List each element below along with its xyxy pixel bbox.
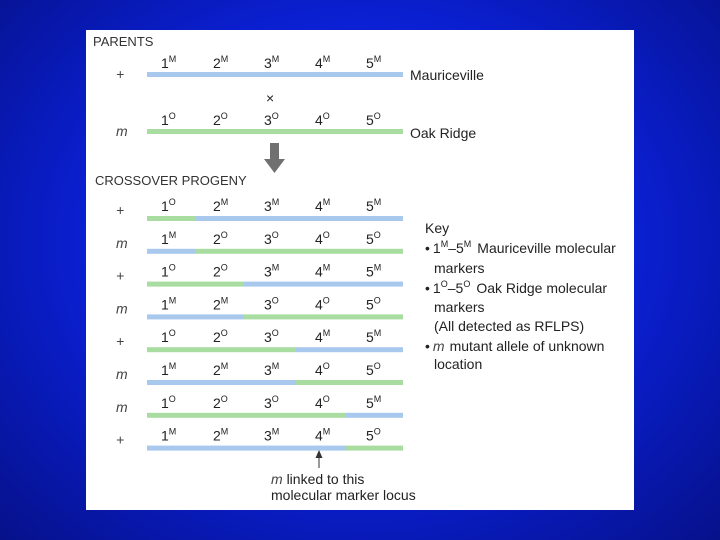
progeny-2-marker-2: $2^O$ <box>213 229 228 247</box>
progeny-header: CROSSOVER PROGENY <box>95 173 247 188</box>
mauriceville-segment <box>147 249 196 254</box>
progeny-8-marker-5: $5^O$ <box>366 426 381 444</box>
progeny-8-marker-3: $3^M$ <box>264 426 280 444</box>
progeny-3-marker-2: $2^O$ <box>213 262 228 280</box>
mauriceville-segment <box>147 314 244 319</box>
parent-1-marker-3: $3^M$ <box>264 54 280 71</box>
mauriceville-label: Mauriceville <box>410 67 484 83</box>
progeny-symbol: m <box>116 366 128 382</box>
progeny-1-marker-4: $4^M$ <box>315 197 331 214</box>
oak-ridge-segment <box>346 446 403 451</box>
progeny-7-marker-1: $1^O$ <box>161 393 176 411</box>
key-item-oak-ridge: • $1^O-5^O$ Oak Ridge molecular <box>425 279 608 296</box>
progeny-4-marker-3: $3^O$ <box>264 295 279 313</box>
progeny-3-marker-5: $5^M$ <box>366 262 382 280</box>
progeny-rows <box>116 197 403 451</box>
diagram-panel <box>86 30 634 510</box>
oak-ridge-segment <box>244 314 403 319</box>
parent-2-symbol: m <box>116 123 128 139</box>
key-item-mutant-cont: location <box>434 356 483 372</box>
progeny-symbol: m <box>116 234 128 251</box>
progeny-2-marker-1: $1^M$ <box>161 229 177 247</box>
mauriceville-segment <box>147 446 346 451</box>
progeny-row-6 <box>116 361 403 385</box>
progeny-4-marker-1: $1^M$ <box>161 295 177 313</box>
progeny-7-marker-3: $3^O$ <box>264 393 279 411</box>
progeny-7-marker-4: $4^O$ <box>315 393 330 411</box>
parent-1-marker-1: $1^M$ <box>161 54 177 71</box>
progeny-1-marker-1: $1^O$ <box>161 197 176 214</box>
progeny-symbol: m <box>116 300 128 317</box>
progeny-4-marker-5: $5^O$ <box>366 295 381 313</box>
key-item-mauriceville-cont: markers <box>434 260 485 276</box>
progeny-3-marker-3: $3^M$ <box>264 262 280 280</box>
oak-ridge-segment <box>196 249 403 254</box>
progeny-symbol: + <box>116 431 125 448</box>
parent-mauriceville <box>116 54 484 83</box>
parent-1-marker-2: $2^M$ <box>213 54 229 71</box>
linkage-annotation-line1: m linked to this <box>271 471 365 487</box>
key-item-mutant: • m mutant allele of unknown <box>425 338 605 354</box>
key-item-mauriceville: • $1^M-5^M$ Mauriceville molecular <box>425 239 616 256</box>
progeny-symbol: m <box>116 398 128 415</box>
progeny-4-marker-2: $2^M$ <box>213 295 229 313</box>
linkage-annotation-line2: molecular marker locus <box>271 487 416 503</box>
progeny-symbol: + <box>116 333 125 350</box>
oak-ridge-segment <box>147 282 244 287</box>
key-title: Key <box>425 220 450 236</box>
parent-oak-ridge <box>116 111 476 141</box>
down-arrow-icon <box>264 143 285 173</box>
progeny-5-marker-5: $5^M$ <box>366 328 382 346</box>
progeny-2-marker-5: $5^O$ <box>366 229 381 247</box>
progeny-6-marker-5: $5^O$ <box>366 361 381 378</box>
parent-2-marker-2: $2^O$ <box>213 111 228 128</box>
progeny-1-marker-2: $2^M$ <box>213 197 229 214</box>
progeny-symbol: + <box>116 267 125 284</box>
parent-2-marker-4: $4^O$ <box>315 111 330 128</box>
oak-ridge-segment <box>296 380 403 385</box>
progeny-3-marker-1: $1^O$ <box>161 262 176 280</box>
parent-1-marker-5: $5^M$ <box>366 54 382 71</box>
key-rflp-note: (All detected as RFLPS) <box>434 318 585 334</box>
progeny-6-marker-3: $3^M$ <box>264 361 280 378</box>
oak-ridge-segment <box>147 347 296 352</box>
parent-2-marker-1: $1^O$ <box>161 111 176 128</box>
progeny-7-marker-2: $2^O$ <box>213 393 228 411</box>
crossover-diagram <box>86 30 634 510</box>
progeny-6-marker-4: $4^O$ <box>315 361 330 378</box>
key-legend <box>425 220 616 372</box>
oak-ridge-segment <box>147 216 196 221</box>
progeny-1-marker-3: $3^M$ <box>264 197 280 214</box>
progeny-row-1 <box>116 197 403 221</box>
mauriceville-segment <box>196 216 403 221</box>
mauriceville-segment <box>244 282 403 287</box>
progeny-1-marker-5: $5^M$ <box>366 197 382 214</box>
progeny-2-marker-3: $3^O$ <box>264 229 279 247</box>
progeny-5-marker-4: $4^M$ <box>315 328 331 346</box>
oak-ridge-chromosome-bar <box>147 129 403 134</box>
progeny-row-2 <box>116 230 403 254</box>
progeny-6-marker-2: $2^M$ <box>213 361 229 378</box>
oak-ridge-segment <box>147 413 346 418</box>
progeny-5-marker-1: $1^O$ <box>161 328 176 346</box>
progeny-3-marker-4: $4^M$ <box>315 262 331 280</box>
progeny-row-7 <box>116 394 403 418</box>
parent-1-symbol: + <box>116 66 125 82</box>
progeny-row-5 <box>116 328 403 352</box>
progeny-4-marker-4: $4^O$ <box>315 295 330 313</box>
progeny-6-marker-1: $1^M$ <box>161 361 177 378</box>
mauriceville-segment <box>296 347 403 352</box>
progeny-8-marker-4: $4^M$ <box>315 426 331 444</box>
cross-symbol: × <box>266 90 275 106</box>
progeny-5-marker-2: $2^O$ <box>213 328 228 346</box>
progeny-row-4 <box>116 295 403 319</box>
progeny-8-marker-2: $2^M$ <box>213 426 229 444</box>
parent-1-marker-4: $4^M$ <box>315 54 331 71</box>
progeny-7-marker-5: $5^M$ <box>366 393 382 411</box>
mauriceville-segment <box>346 413 403 418</box>
parent-2-marker-5: $5^O$ <box>366 111 381 128</box>
mauriceville-segment <box>147 380 296 385</box>
parents-header: PARENTS <box>93 34 154 49</box>
progeny-row-3 <box>116 263 403 287</box>
progeny-8-marker-1: $1^M$ <box>161 426 177 444</box>
mauriceville-chromosome-bar <box>147 72 403 77</box>
progeny-5-marker-3: $3^O$ <box>264 328 279 346</box>
key-item-oak-ridge-cont: markers <box>434 299 485 315</box>
progeny-row-8 <box>116 427 403 451</box>
progeny-symbol: + <box>116 202 125 218</box>
parent-2-marker-3: $3^O$ <box>264 111 279 128</box>
oak-ridge-label: Oak Ridge <box>410 125 477 141</box>
linkage-arrow-icon <box>316 450 323 468</box>
progeny-2-marker-4: $4^O$ <box>315 229 330 247</box>
